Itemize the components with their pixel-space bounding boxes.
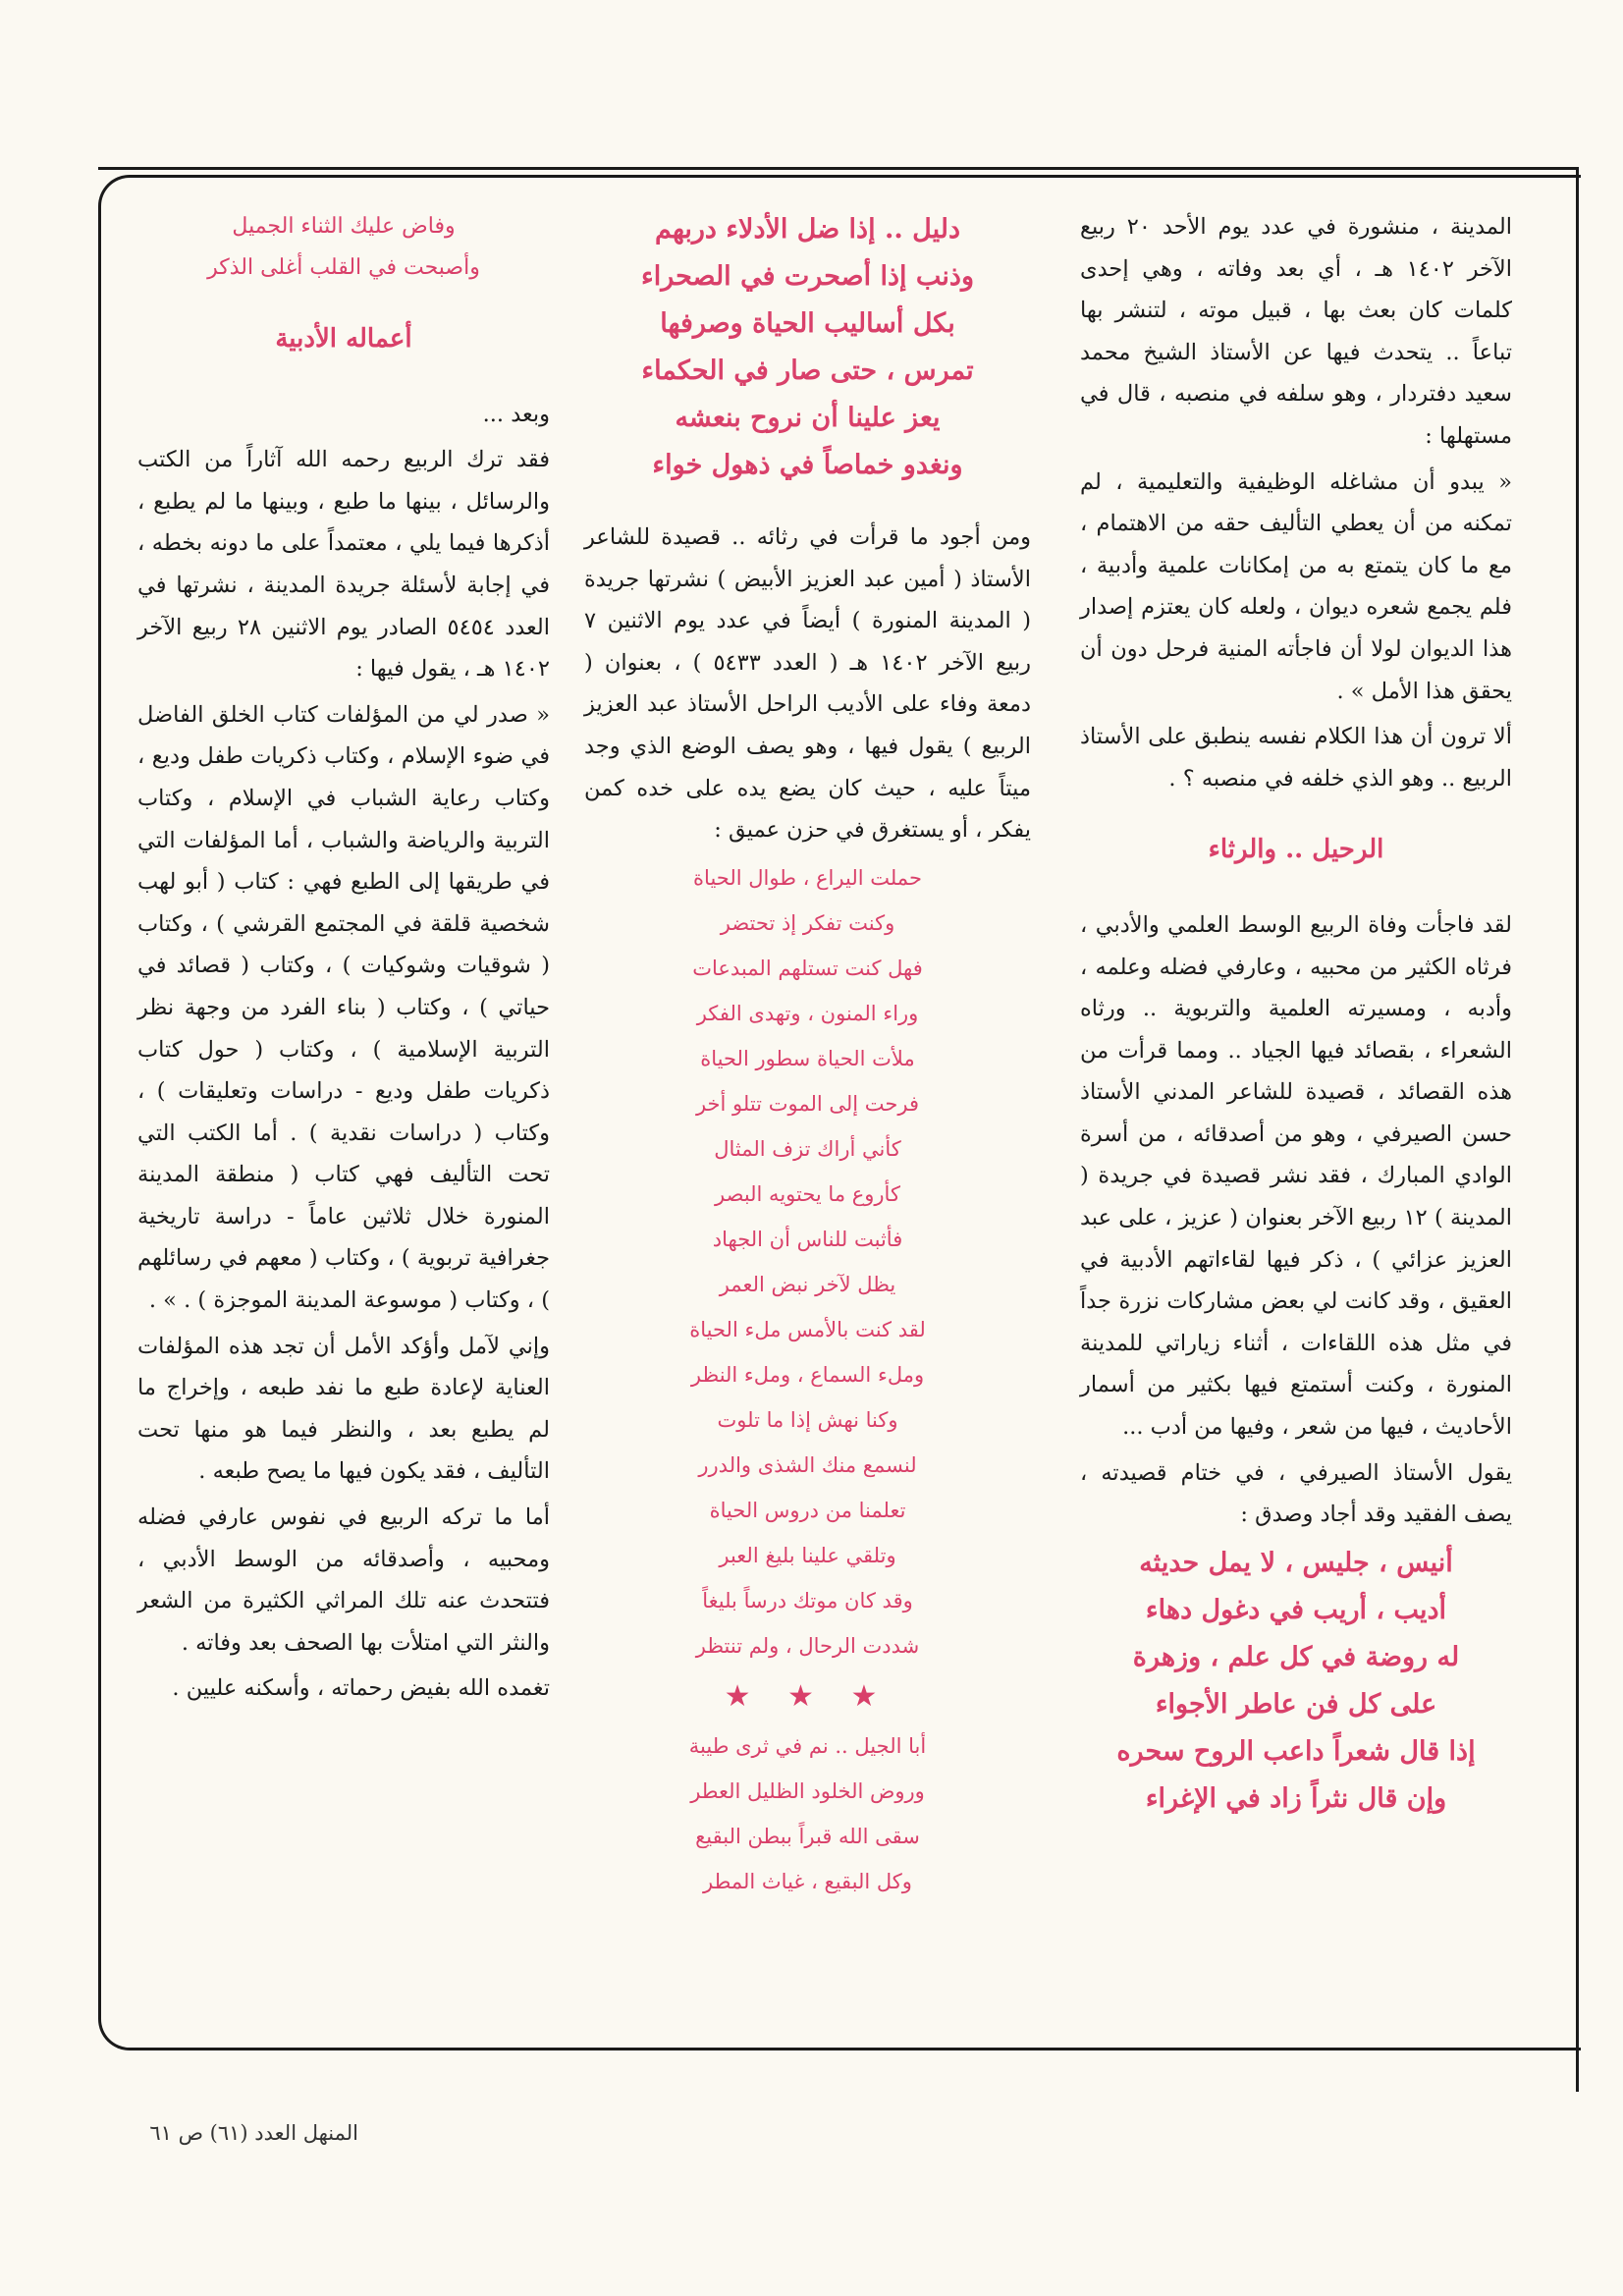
verse-line: له روضة في كل علم ، وزهرة: [1132, 1641, 1460, 1672]
section-heading: الرحيل .. والرثاء: [1208, 835, 1384, 865]
verse-line: يعز علينا أن نروح بنعشه: [675, 403, 941, 433]
verse-line: وكل البقيع ، غياث المطر: [703, 1870, 912, 1894]
section-separator-stars: ★ ★ ★: [724, 1678, 892, 1714]
verse-line: سقى الله قبراً ببطن البقيع: [695, 1825, 920, 1849]
verse-line: وإن قال نثراً زاد في الإغراء: [1145, 1782, 1447, 1814]
paragraph: لقد فاجأت وفاة الربيع الوسط العلمي والأدبي ، فرثاه الكثير من محبيه ، وعارفي فضله وعلمه ، وأدبه ، ومسيرته العلمية والتربوية .. ورثاه الشعراء ، بقصائد فيها الجياد .. ومما قرأت من هذه القصائد ، قصيدة للشاعر المدني الأستاذ حسن الصيرفي ، وهو من أصدقائه ، من أسرة الوادي المبارك ، فقد نشر قصيدة في جريدة ( المدينة ) ١٢ ربيع الآخر بعنوان ( عزيز ، على عبد العزيز عزائي ) ، ذكر فيها لقاءاتهم الأدبية في العقيق ، وقد كانت لي بعض مشاركات نزرة جداً في مثل هذه اللقاءات ، أثناء زياراتي للمدينة المنورة ، وكنت أستمتع فيها بكثير من أسمار الأحاديث ، فيها من شعر ، وفيها من أدب ...: [1080, 911, 1513, 1441]
paragraph: ومن أجود ما قرأت في رثائه .. قصيدة للشاعر الأستاذ ( أمين عبد العزيز الأبيض ) نشرتها جريدة ( المدينة المنورة ) أيضاً في عدد يوم الاثنين ٧ ربيع الآخر ١٤٠٢ هـ ( العدد ٥٤٣٣ ) ، بعنوان ( دمعة وفاء على الأديب الراحل الأستاذ عبد العزيز الربيع ) يقول فيها ، وهو يصف الوضع الذي وجد ميتاً عليه ، حيث كان يضع يده على خده كمن يفكر ، أو يستغرق في حزن عميق :: [584, 524, 1031, 844]
verse-line: كأروع ما يحتويه البصر: [715, 1181, 900, 1206]
section-heading: أعماله الأدبية: [275, 324, 412, 354]
verse-line: ملأت الحياة سطور الحياة: [700, 1046, 915, 1070]
paragraph: يقول الأستاذ الصيرفي ، في ختام قصيدته ، يصف الفقيد وقد أجاد وصدق :: [1080, 1459, 1512, 1528]
poem-couplet: [137, 206, 550, 289]
verse-line: لنسمع منك الشذى والدرر: [698, 1452, 917, 1477]
verse-line: دليل .. إذا ضل الأدلاء دربهم: [654, 214, 961, 245]
paragraph-quote: « صدر لي من المؤلفات كتاب الخلق الفاضل في ضوء الإسلام ، وكتاب ذكريات طفل وديع ، وكتاب رعاية الشباب في الإسلام ، وكتاب التربية والرياضة والشباب ، أما المؤلفات التي في طريقها إلى الطبع فهي : كتاب ( أبو لهب شخصية قلقة في المجتمع القرشي ) ، وكتاب ( شوقيات وشوكيات ) ، وكتاب ( قصائد في حياتي ) ، وكتاب ( بناء الفرد من وجهة نظر التربية الإسلامية ) ، وكتاب ( حول كتاب ذكريات طفل وديع - دراسات وتعليقات ) ، وكتاب ( دراسات نقدية ) . أما الكتب التي تحت التأليف فهي كتاب ( منطقة المدينة المنورة خلال ثلاثين عاماً - دراسة تاريخية جغرافية تربوية ) ، وكتاب ( معهم في رسائلهم ) ، وكتاب ( موسوعة المدينة الموجزة ) . » .: [137, 701, 550, 1314]
paragraph-quote: « يبدو أن مشاغله الوظيفية والتعليمية ، لم تمكنه من أن يعطي التأليف حقه من الاهتمام ، مع ما كان يتمتع به من إمكانات علمية وأدبية ، فلم يجمع شعره ديوان ، ولعله كان يعتزم إصدار هذا الديوان لولا أن فاجأته المنية فرحل دون أن يحقق هذا الأمل » .: [1080, 468, 1512, 704]
verse-line: أبا الجيل .. نم في ثرى طيبة: [688, 1734, 927, 1759]
verse-line: وكنت تفكر إذ تحتضر: [720, 910, 895, 935]
verse-line: وراء المنون ، وتهدى الفكر: [696, 1001, 919, 1025]
poem-verses: [1080, 1540, 1512, 1823]
verse-line: وأصبحت في القلب أغلى الذكر: [207, 255, 480, 280]
verse-line: أنيس ، جليس ، لا يمل حديثه: [1139, 1547, 1453, 1578]
poem-verses-bottom: [584, 1723, 1031, 1904]
verse-line: ونغدو خماصاً في ذهول خواء: [652, 450, 963, 480]
verse-line: إذا قال شعراً داعب الروح سحره: [1116, 1735, 1476, 1767]
verse-line: فأثبت للناس أن الجهاد: [712, 1227, 903, 1251]
verse-line: فهل كنت تستلهم المبدعات: [692, 956, 923, 980]
paragraph: وبعد ...: [482, 401, 550, 427]
verse-line: شددت الرحال ، ولم تنتظر: [695, 1633, 920, 1658]
paragraph: فقد ترك الربيع رحمه الله آثاراً من الكتب والرسائل ، بينها ما طبع ، وبينها ما لم يطبع ، أذكرها فيما يلي ، معتمداً على ما دونه بخطه ، في إجابة لأسئلة جريدة المدينة ، نشرتها في العدد ٥٤٥٤ الصادر يوم الاثنين ٢٨ ربيع الآخر ١٤٠٢ هـ ، يقول فيها :: [137, 447, 550, 683]
frame-top-rule: [98, 167, 1579, 170]
verse-line: وقد كان موتك درساً بليغاً: [702, 1588, 913, 1613]
verse-line: كأني أراك تزف المثال: [714, 1136, 901, 1161]
verse-line: وروض الخلود الظليل العطر: [690, 1779, 925, 1804]
poem-verses-mid: [584, 855, 1031, 1668]
verse-line: وتلقي علينا بليغ العبر: [719, 1543, 896, 1567]
verse-line: وذنب إذا أصحرت في الصحراء: [641, 261, 974, 292]
verse-line: بكل أساليب الحياة وصرفها: [660, 308, 955, 339]
verse-line: أديب ، أريب في دغول دهاء: [1145, 1594, 1447, 1625]
verse-line: على كل فن عاطر الأجواء: [1155, 1688, 1437, 1720]
verse-line: يظل لآخر نبض العمر: [719, 1272, 896, 1296]
verse-line: تعلمنا من دروس الحياة: [709, 1498, 906, 1522]
paragraph: وإني لآمل وأؤكد الأمل أن تجد هذه المؤلفات العناية لإعادة طبع ما نفد طبعه ، وإخراج ما لم يطبع بعد ، والنظر فيما هو منها تحت التأليف ، فقد يكون فيها ما يصح طبعه .: [137, 1333, 550, 1485]
verse-line: حملت اليراع ، طوال الحياة: [693, 865, 922, 890]
verse-line: وفاض عليك الثناء الجميل: [232, 214, 456, 239]
verse-line: وملء السماع ، وملء النظر: [690, 1362, 925, 1387]
paragraph: ألا ترون أن هذا الكلام نفسه ينطبق على الأستاذ الربيع .. وهو الذي خلفه في منصبه ؟ .: [1080, 724, 1512, 792]
column-middle: [584, 206, 1031, 1904]
column-left: [137, 206, 550, 1714]
verse-line: فرحت إلى الموت تتلو أخر: [695, 1091, 920, 1116]
verse-line: تمرس ، حتى صار في الحكماء: [641, 355, 974, 386]
paragraph: المدينة ، منشورة في عدد يوم الأحد ٢٠ ربيع الآخر ١٤٠٢ هـ ، أي بعد وفاته ، وهي إحدى كلمات كان بعث بها ، قبيل موته ، لتنشر بها تباعاً .. يتحدث فيها عن الأستاذ الشيخ محمد سعيد دفتردار ، وهو سلفه في منصبه ، قال في مستهلها :: [1080, 214, 1512, 449]
page-footer: المنهل العدد (٦١) ص ٦١: [149, 2121, 358, 2145]
paragraph: أما ما تركه الربيع في نفوس عارفي فضله ومحبيه ، وأصدقائه من الوسط الأدبي ، فتتحدث عنه تلك المراثي الكثيرة من الشعر والنثر التي امتلأت بها الصحف بعد وفاته .: [137, 1504, 550, 1656]
verse-line: لقد كنت بالأمس ملء الحياة: [689, 1317, 926, 1341]
verse-line: وكنا نهش إذا ما تلوت: [717, 1407, 898, 1432]
paragraph: تغمده الله بفيض رحماته ، وأسكنه عليين .: [172, 1675, 550, 1702]
column-right: [1080, 206, 1512, 1823]
poem-verses-top: [584, 206, 1031, 489]
